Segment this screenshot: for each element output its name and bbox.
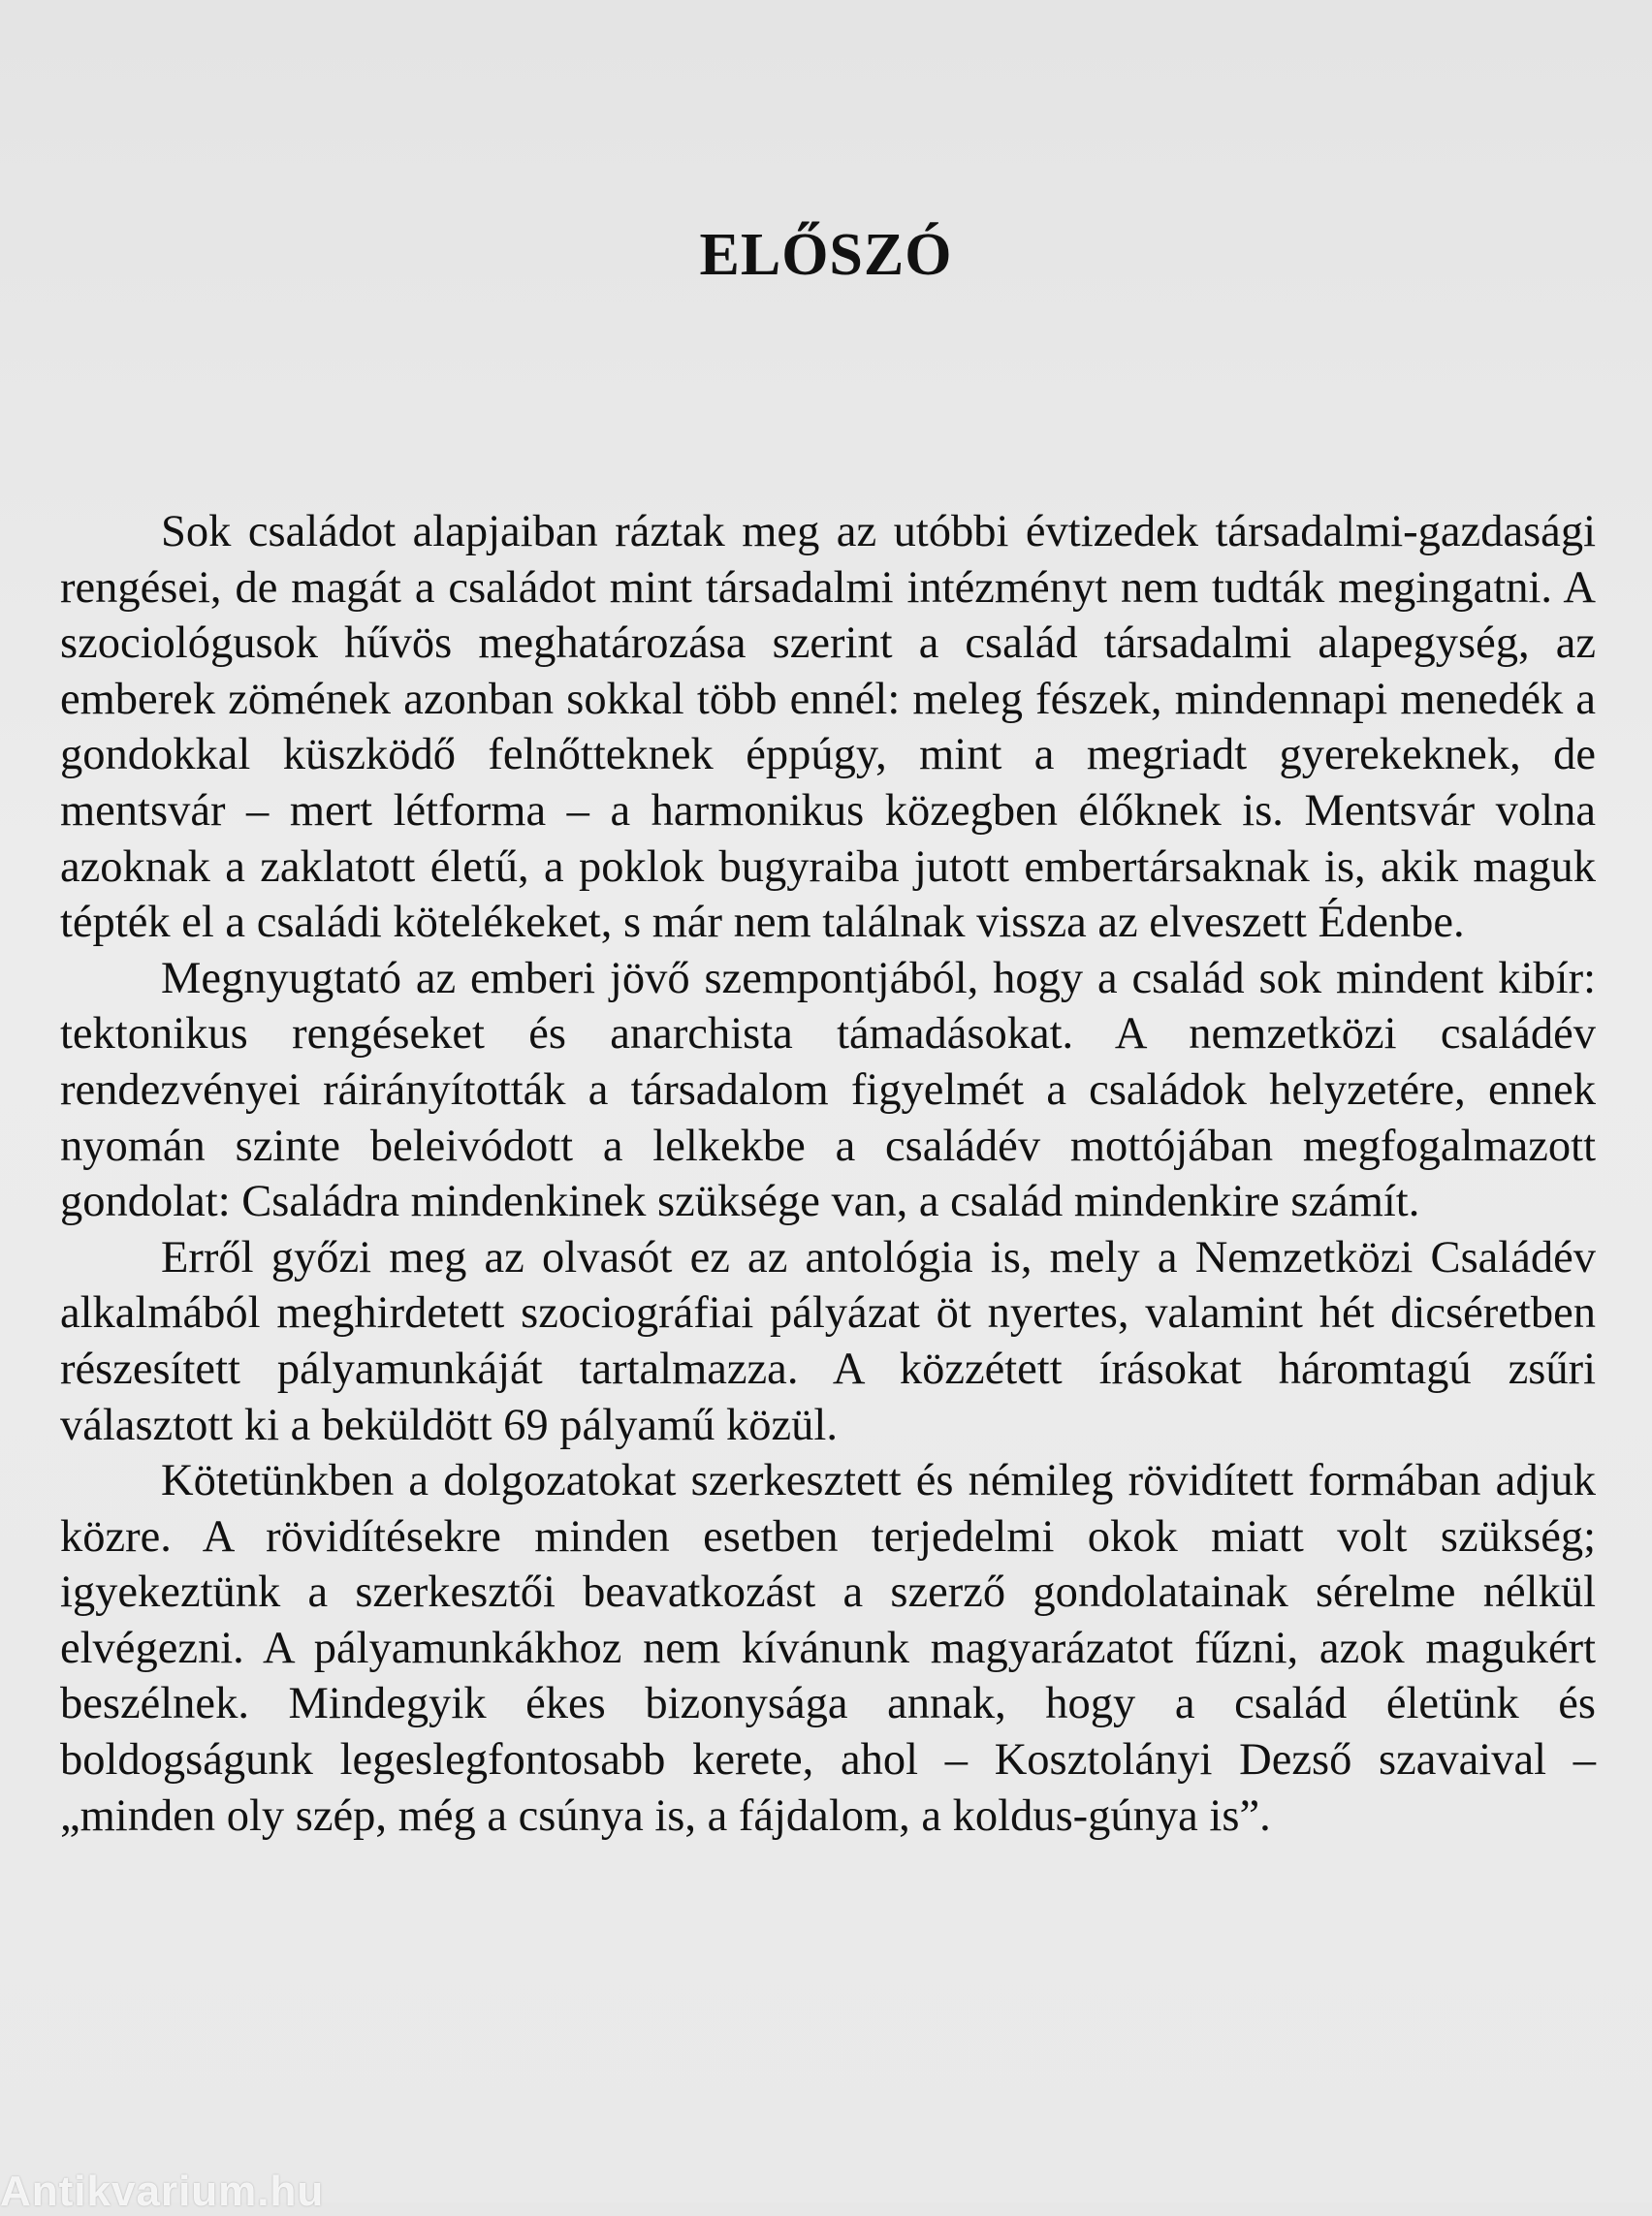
- watermark: Antikvarium.hu: [0, 2168, 325, 2215]
- paragraph-2: Megnyugtató az emberi jövő szempontjából, hogy a család sok mindent kibír: tektonikus rengéseket és anarchista támadásokat. A nemzetközi családév rendezvényei ráirányították a társadalom figyelmét a családok helyzetére, ennek nyomán szinte beleivódott a lelkekbe a családév mottójában megfogalmazott gondolat: Családra mindenkinek szüksége van, a család mindenkire számít.: [60, 953, 1596, 1227]
- paragraph-3: Erről győzi meg az olvasót ez az antológia is, mely a Nemzetközi Családév alkalmából meghirdetett szociográfiai pályázat öt nyertes, valamint hét dicséretben részesített pályamunkáját tartalmazza. A közzétett írásokat háromtagú zsűri választott ki a beküldött 69 pályamű közül.: [60, 1232, 1596, 1450]
- paragraph-4: Kötetünkben a dolgozatokat szerkesztett és némileg rövidített formában adjuk közre. A rövidítésekre minden esetben terjedelmi okok miatt volt szükség; igyekeztünk a szerkesztői beavatkozást a szerző gondolatainak sérelme nélkül elvégezni. A pályamunkákhoz nem kívánunk magyarázatot fűzni, azok magukért beszélnek. Mindegyik ékes bizonysága annak, hogy a család életünk és boldogságunk legeslegfontosabb kerete, ahol – Kosztolányi Dezső szavaival – „minden oly szép, még a csúnya is, a fájdalom, a koldus-gúnya is”.: [60, 1456, 1596, 1841]
- paragraph-1: Sok családot alapjaiban ráztak meg az utóbbi évtizedek társadalmi-gazdasági rengései, de magát a családot mint társadalmi intézményt nem tudták megingatni. A szociológusok hűvös meghatározása szerint a család társadalmi alapegység, az emberek zömének azonban sokkal több ennél: meleg fészek, mindennapi menedék a gondokkal küszködő felnőtteknek éppúgy, mint a megriadt gyerekeknek, de mentsvár – mert létforma – a harmonikus közegben élőknek is. Mentsvár volna azoknak a zaklatott életű, a poklok bugyraiba jutott embertársaknak is, akik maguk tépték el a családi kötelékeket, s már nem találnak vissza az elveszett Édenbe.: [60, 507, 1596, 948]
- body-text: [60, 504, 1596, 1844]
- page-title: ELŐSZÓ: [699, 222, 953, 288]
